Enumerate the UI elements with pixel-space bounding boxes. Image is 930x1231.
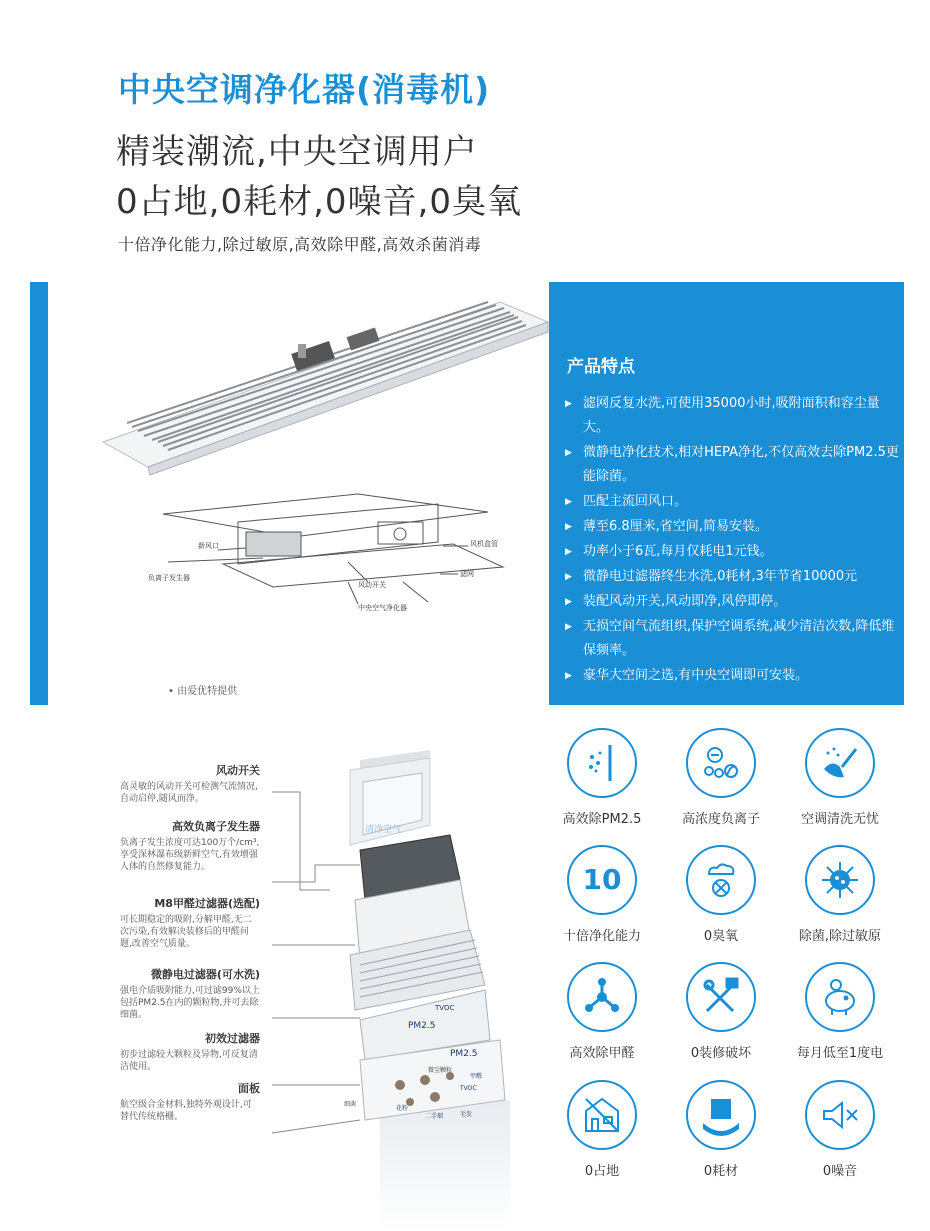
second-hand-label: 二手烟 (425, 1113, 444, 1120)
feature-ten-times: 10 十倍净化能力 (547, 845, 657, 944)
feature-pm25: 高效除PM2.5 (547, 728, 657, 827)
feature-no-footprint: 0占地 (547, 1080, 657, 1179)
feature-item: ▶ 功率小于6瓦,每月仅耗电1元钱。 (565, 544, 773, 559)
diagram-label: 风动开关 (358, 581, 386, 589)
layer-electrostatic-filter: 微静电过滤器(可水洗) 强电介质吸附能力,可过滤99%以上包括PM2.5在内的颗粒物,并可去除细菌。 (120, 968, 260, 1020)
feature-no-damage: 0装修破坏 (666, 962, 776, 1061)
feature-item: ▶ 微静电净化技术,相对HEPA净化,不仅高效去除PM2.5更能除菌。 (565, 445, 899, 484)
hair-label: 毛发 (460, 1111, 473, 1118)
ceiling-unit-illustration (48, 282, 549, 705)
feature-low-power: 每月低至1度电 (785, 962, 895, 1061)
feature-formaldehyde: 高效除甲醛 (547, 962, 657, 1061)
headline-2: 0占地,0耗材,0噪音,0臭氧 (116, 182, 522, 222)
layer-ion-generator: 高效负离子发生器 负离子发生浓度可达100万个/cm³,享受深林瀑布级新鲜空气,有效增强人体的自然修复能力。 (120, 820, 260, 872)
pm25-label: PM2.5 (450, 1049, 478, 1059)
exploded-diagram (30, 740, 550, 1231)
pm25-icon (567, 728, 637, 798)
layer-primary-filter: 初效过滤器 初步过滤较大颗粒及异物,可反复清洁使用。 (120, 1032, 260, 1072)
tvoc-label: TVOC (460, 1085, 477, 1092)
features-list (565, 392, 900, 689)
mute-icon (805, 1080, 875, 1150)
feature-item: ▶ 微静电过滤器终生水洗,0耗材,3年节省10000元 (565, 569, 858, 584)
layer-m8-filter: M8甲醛过滤器(选配) 可长期稳定的吸附,分解甲醛,无二次污染,有效解决装修后的甲醛问题,改善空气质量。 (120, 897, 260, 949)
pollen-label: 花粉 (396, 1105, 409, 1112)
feature-bacteria: 除菌,除过敏原 (785, 845, 895, 944)
feature-item: ▶ 匹配主流回风口。 (565, 494, 688, 509)
headline-1: 精装潮流,中央空调用户 (116, 132, 478, 172)
product-photo (48, 282, 549, 705)
ac-clean-icon (805, 728, 875, 798)
subline: 十倍净化能力,除过敏原,高效除甲醛,高效杀菌消毒 (118, 235, 482, 254)
page-title: 中央空调净化器(消毒机) (118, 70, 491, 109)
feature-ac-clean: 空调清洗无忧 (785, 728, 895, 827)
diagram-label: 中央空气净化器 (358, 604, 407, 612)
diagram-label: 负离子发生器 (148, 574, 190, 582)
negative-ion-icon (686, 728, 756, 798)
diagram-label: 风机盒管 (470, 540, 498, 548)
formaldehyde-icon (567, 962, 637, 1032)
feature-item: ▶ 豪华大空间之选,有中央空调即可安装。 (565, 668, 809, 683)
no-damage-icon (686, 962, 756, 1032)
feature-item: ▶ 装配风动开关,风动即净,风停即停。 (565, 594, 787, 609)
tvoc-label: TVOC (435, 1004, 455, 1012)
layer-wind-switch: 风动开关 高灵敏的风动开关可检测气流情况,自动启停,随风而净。 (120, 764, 260, 804)
feature-negative-ion: 高浓度负离子 (666, 728, 776, 827)
features-title: 产品特点 (567, 357, 635, 377)
feature-no-ozone: 0臭氧 (666, 845, 776, 944)
bacteria-icon (805, 845, 875, 915)
feature-item: ▶ 无损空间气流组织,保护空调系统,减少清洁次数,降低维保频率。 (565, 619, 895, 658)
layer-panel: 面板 航空级合金材料,独特外观设计,可替代传统格栅。 (120, 1082, 260, 1122)
diagram-label: 滤网 (460, 570, 474, 578)
diagram-label: 新风口 (198, 542, 219, 550)
feature-mute: 0噪音 (785, 1080, 895, 1179)
feature-no-consumable: 0耗材 (666, 1080, 776, 1179)
blue-band-left (30, 282, 48, 705)
no-footprint-icon (567, 1080, 637, 1150)
formaldehyde-label: 甲醛 (470, 1073, 483, 1080)
photo-credit: • 由爱优特提供 (168, 686, 238, 697)
clean-air-label: 清净空气 (365, 825, 402, 835)
dust-label: 微尘颗粒 (428, 1067, 453, 1074)
feature-item: ▶ 滤网反复水洗,可使用35000小时,吸附面积和容尘量大。 (565, 396, 880, 435)
ten-times-icon: 10 (567, 845, 637, 915)
no-ozone-icon (686, 845, 756, 915)
no-consumable-icon (686, 1080, 756, 1150)
piggy-bank-icon (805, 962, 875, 1032)
pm25-label: PM2.5 (408, 1021, 436, 1031)
feature-item: ▶ 薄至6.8厘米,省空间,简易安装。 (565, 519, 768, 534)
bacteria-label: 细菌 (344, 1101, 357, 1108)
